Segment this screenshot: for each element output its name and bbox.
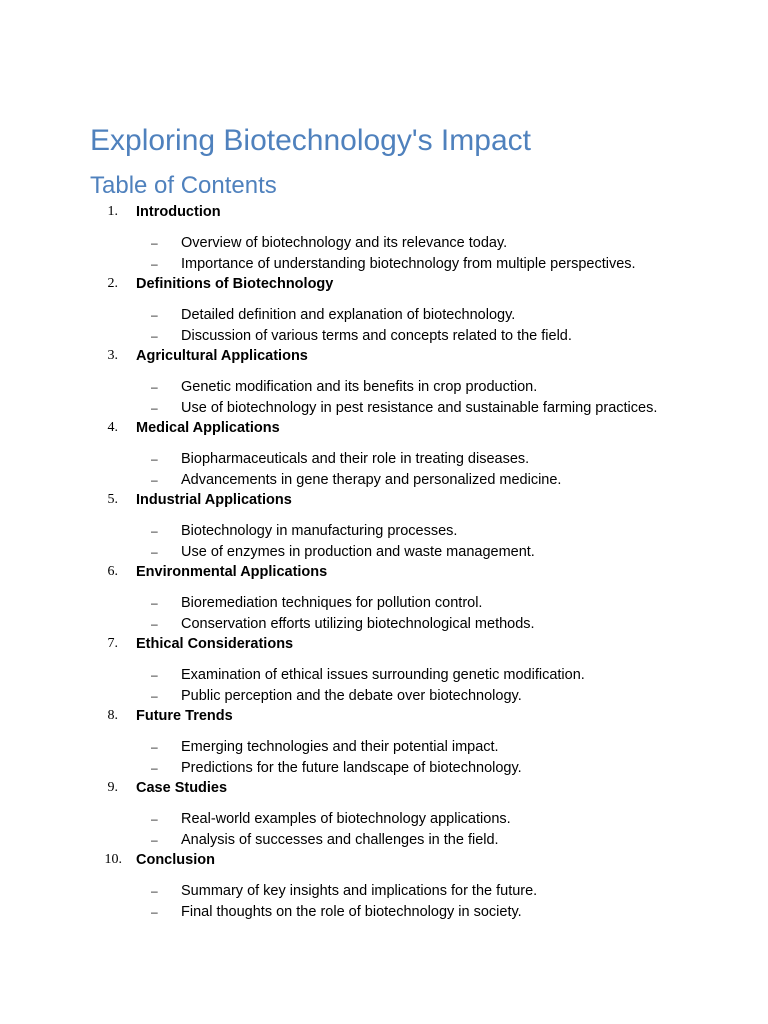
toc-item-number: 9.	[107, 780, 118, 795]
toc-item-industrial	[0, 489, 768, 561]
dash-bullet-icon: –	[151, 740, 158, 754]
toc-item-title: Industrial Applications	[136, 492, 292, 508]
toc-item-title: Environmental Applications	[136, 564, 328, 580]
dash-bullet-icon: –	[151, 452, 158, 466]
toc-subitem-text: Genetic modification and its benefits in crop production.	[181, 379, 538, 395]
toc-item-ethical	[0, 633, 768, 705]
toc-subitem-text: Examination of ethical issues surrounding genetic modification.	[181, 667, 585, 683]
dash-bullet-icon: –	[151, 832, 158, 847]
toc-item-number: 8.	[107, 708, 118, 723]
dash-bullet-icon: –	[151, 904, 158, 919]
toc-item-introduction	[0, 201, 768, 273]
toc-item-medical	[0, 417, 768, 489]
toc-subitem-text: Importance of understanding biotechnology from multiple perspectives.	[181, 255, 636, 272]
dash-bullet-icon: –	[151, 668, 158, 682]
toc-item-number: 2.	[107, 276, 118, 291]
toc-subitem-text: Use of biotechnology in pest resistance and sustainable farming practices.	[181, 399, 658, 416]
toc-subitem-text: Emerging technologies and their potential impact.	[181, 739, 499, 755]
toc-item-number: 10.	[104, 852, 122, 867]
toc-subitem-text: Discussion of various terms and concepts related to the field.	[181, 327, 572, 344]
toc-subitem-text: Predictions for the future landscape of biotechnology.	[181, 759, 522, 776]
toc-heading: Table of Contents	[90, 172, 277, 199]
dash-bullet-icon: –	[151, 884, 158, 898]
toc-item-number: 1.	[107, 204, 118, 219]
toc-item-conclusion	[0, 849, 768, 921]
dash-bullet-icon: –	[151, 380, 158, 394]
toc-subitem-text: Conservation efforts utilizing biotechnological methods.	[181, 615, 535, 632]
toc-item-title: Ethical Considerations	[136, 636, 294, 652]
toc-item-number: 4.	[107, 420, 118, 435]
dash-bullet-icon: –	[151, 256, 158, 271]
toc-item-title: Conclusion	[136, 852, 215, 868]
dash-bullet-icon: –	[151, 472, 158, 487]
toc-subitem-text: Real-world examples of biotechnology applications.	[181, 811, 511, 827]
toc-item-number: 3.	[107, 348, 118, 363]
toc-item-agricultural	[0, 345, 768, 417]
toc-item-future-trends	[0, 705, 768, 777]
table-of-contents	[0, 201, 768, 921]
dash-bullet-icon: –	[151, 616, 158, 631]
dash-bullet-icon: –	[151, 596, 158, 610]
toc-item-title: Definitions of Biotechnology	[136, 276, 334, 292]
dash-bullet-icon: –	[151, 688, 158, 703]
dash-bullet-icon: –	[151, 760, 158, 775]
toc-subitem-text: Detailed definition and explanation of biotechnology.	[181, 307, 516, 323]
dash-bullet-icon: –	[151, 544, 158, 559]
dash-bullet-icon: –	[151, 328, 158, 343]
toc-item-definitions	[0, 273, 768, 345]
toc-subitem-text: Biopharmaceuticals and their role in treating diseases.	[181, 451, 530, 467]
toc-item-title: Case Studies	[136, 780, 228, 796]
dash-bullet-icon: –	[151, 524, 158, 538]
dash-bullet-icon: –	[151, 400, 158, 415]
toc-item-number: 6.	[107, 564, 118, 579]
document-title: Exploring Biotechnology's Impact	[90, 124, 531, 157]
toc-subitem-text: Summary of key insights and implications for the future.	[181, 883, 538, 899]
toc-item-number: 7.	[107, 636, 118, 651]
dash-bullet-icon: –	[151, 236, 158, 250]
dash-bullet-icon: –	[151, 812, 158, 826]
toc-subitem-text: Use of enzymes in production and waste management.	[181, 543, 535, 560]
toc-subitem-text: Final thoughts on the role of biotechnology in society.	[181, 903, 522, 920]
toc-item-case-studies	[0, 777, 768, 849]
toc-subitem-text: Analysis of successes and challenges in the field.	[181, 831, 499, 848]
toc-subitem-text: Public perception and the debate over biotechnology.	[181, 687, 522, 704]
toc-subitem-text: Bioremediation techniques for pollution control.	[181, 595, 483, 611]
dash-bullet-icon: –	[151, 308, 158, 322]
toc-item-title: Agricultural Applications	[136, 348, 308, 364]
toc-item-title: Medical Applications	[136, 420, 280, 436]
toc-item-environmental	[0, 561, 768, 633]
toc-subitem-text: Biotechnology in manufacturing processes.	[181, 523, 458, 539]
toc-item-number: 5.	[107, 492, 118, 507]
toc-subitem-text: Advancements in gene therapy and personalized medicine.	[181, 471, 562, 488]
toc-item-title: Introduction	[136, 204, 221, 220]
toc-subitem-text: Overview of biotechnology and its relevance today.	[181, 235, 508, 251]
toc-item-title: Future Trends	[136, 708, 233, 724]
